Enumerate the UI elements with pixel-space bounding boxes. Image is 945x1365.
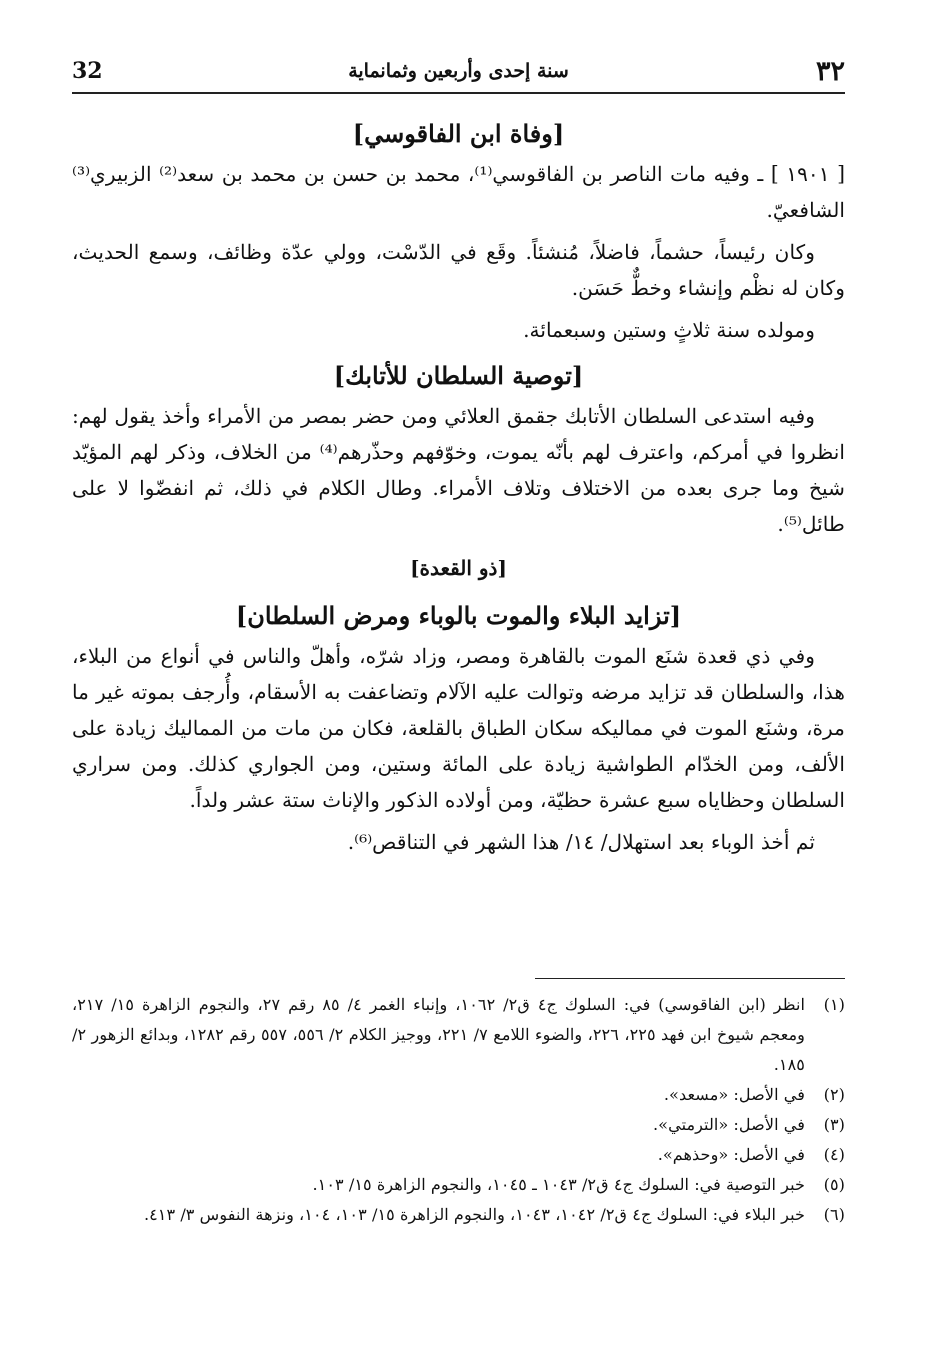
footnote-number: (١) [823,995,845,1014]
footnote [72,1170,845,1200]
heading-dhu-al-qadah: [ذو القعدة] [410,556,507,580]
paragraph-birth: ومولده سنة ثلاثٍ وستين وسبعمائة. [523,318,815,342]
footnote-text: في الأصل: «مسعد». [663,1085,805,1104]
running-header [72,52,845,94]
running-title: سنة إحدى وأربعين وثمانماية [348,60,569,82]
footnotes [72,990,845,1230]
heading-sultan-advice: [توصية السلطان للأتابك] [333,361,584,390]
footnote-text: انظر (ابن الفاقوسي) في: السلوك ج٤ ق٢/ ١٠٦٢، وإنباء الغمر ٤/ ٨٥ رقم ٢٧، والنجوم الزاهرة ١٥/ ٢١٧، ومعجم شيوخ ابن فهد ٢٢٥، ٢٢٦، والضوء اللامع ٧/ ٢٢١، ووجيز الكلام ٢/ ٥٥٦، ٥٥٧ رقم ١٢٨٢، وبدائع الزهور ٢/ ١٨٥. [72,995,805,1074]
page-number-arabic: ٣٢ [815,56,845,87]
footnote [72,1140,845,1170]
footnote-number: (٤) [823,1145,845,1164]
footnote-number: (٦) [823,1205,845,1224]
paragraph-plague: وفي ذي قعدة شنَع الموت بالقاهرة ومصر، وزاد شرّه، وأهلّ والناس في أنواع من البلاء، هذا، والسلطان قد تزايد مرضه وتوالت عليه الآلام وتضاعفت به الأسقام، وأُرجف بموته غير ما مرة، وشنَع الموت في مماليكه سكان الطباق بالقلعة، فكان من مات من المماليك زيادة على الألف، ومن الخدّام الطواشية زيادة على المائة وستين، ومن الجواري كذلك. ومن سراري السلطان وحظاياه سبع عشرة حظيّة، ومن أولاده الذكور والإناث ستة عشر ولداً. [72,644,845,812]
page-number-latin: 32 [72,58,103,84]
footnote-text: خبر التوصية في: السلوك ج٤ ق٢/ ١٠٤٣ ـ ١٠٤٥، والنجوم الزاهرة ١٥/ ١٠٣. [312,1175,805,1194]
paragraph-entry-1901: [ ١٩٠١ ] ـ وفيه مات الناصر بن الفاقوسي⁽¹⁾، محمد بن حسن بن محمد بن سعد⁽²⁾ الزبيري⁽³⁾ الشافعيّ. [72,162,845,222]
footnote-number: (٥) [823,1175,845,1194]
footnote [72,990,845,1080]
footnote-divider [535,978,845,979]
footnote-text: في الأصل: «وحذهم». [657,1145,805,1164]
footnote-number: (٣) [823,1115,845,1134]
footnote-text: خبر البلاء في: السلوك ج٤ ق٢/ ١٠٤٢، ١٠٤٣، والنجوم الزاهرة ١٥/ ١٠٣، ١٠٤، ونزهة النفوس ٣/ ٤١٣. [143,1205,805,1224]
paragraph-sultan-advice: وفيه استدعى السلطان الأتابك جقمق العلائي ومن حضر بمصر من الأمراء وأخذ يقول لهم: انظروا في أمركم، واعترف لهم بأنّه يموت، وخوّفهم وحذّرهم⁽⁴⁾ من الخلاف، وذكر لهم المؤيّد شيخ وما جرى بعده من الاختلاف وتلاف الأمراء. وطال الكلام في ذلك، ثم انفضّوا لا على طائل⁽⁵⁾. [72,404,845,536]
footnote [72,1200,845,1230]
footnote-text: في الأصل: «الترمتي». [653,1115,805,1134]
footnote [72,1110,845,1140]
paragraph-biography: وكان رئيساً، حشماً، فاضلاً، مُنشئاً. وقَع في الدّسْت، وولي عدّة وظائف، وسمع الحديث، وكان له نظْم وإنشاء وخطٌّ حَسَن. [72,240,845,300]
footnote [72,1080,845,1110]
heading-plague-and-illness: [تزايد البلاء والموت بالوباء ومرض السلطان] [235,601,682,630]
main-text [72,112,845,860]
paragraph-plague-decline: ثم أخذ الوباء بعد استهلال/ ١٤/ هذا الشهر في التناقص⁽⁶⁾. [347,830,815,854]
footnote-number: (٢) [823,1085,845,1104]
heading-death-ibn-faqusi: [وفاة ابن الفاقوسي] [352,119,565,148]
